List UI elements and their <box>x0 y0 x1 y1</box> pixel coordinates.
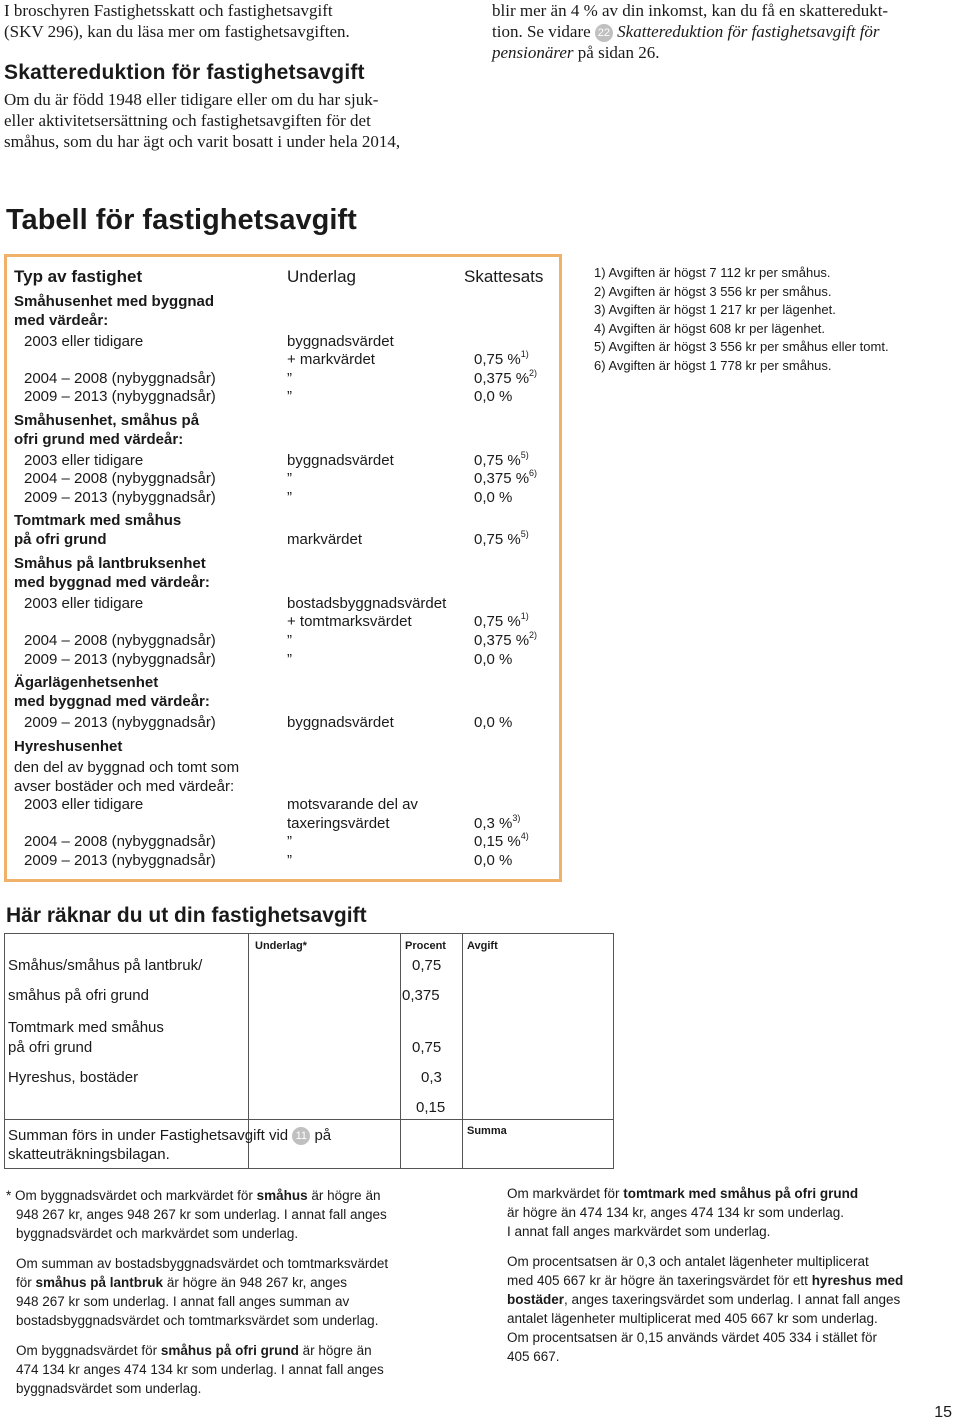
intro-left-column <box>4 0 474 152</box>
calc-row-percent: 0,3 <box>421 1069 442 1086</box>
footnote-item: 2) Avgiften är högst 3 556 kr per småhus. <box>594 283 832 299</box>
footnote-item: 6) Avgiften är högst 1 778 kr per småhus. <box>594 357 832 373</box>
row-basis: taxeringsvärdet <box>287 815 390 832</box>
row-label: 2009 – 2013 (nybyggnadsår) <box>24 714 216 731</box>
calc-row-percent: 0,15 <box>416 1099 446 1116</box>
header-basis: Underlag <box>287 267 356 286</box>
column-divider <box>400 933 401 1169</box>
calc-header-fee: Avgift <box>467 940 498 952</box>
row-divider <box>4 1119 614 1120</box>
row-rate: 0,75 %$^{1)}$ <box>474 349 529 368</box>
group-title: med värdeår: <box>14 312 109 329</box>
calc-row-label: Småhus/småhus på lantbruk/ <box>8 957 203 974</box>
footnote-item: 1) Avgiften är högst 7 112 kr per småhus. <box>594 265 831 280</box>
row-basis: byggnadsvärdet <box>287 714 394 731</box>
row-label: 2004 – 2008 (nybyggnadsår) <box>24 833 216 850</box>
row-label: 2004 – 2008 (nybyggnadsår) <box>24 470 216 487</box>
group-title: med byggnad med värdeår: <box>14 693 210 710</box>
row-rate: 0,3 %$^{3)}$ <box>474 813 521 832</box>
row-label: 2009 – 2013 (nybyggnadsår) <box>24 489 216 506</box>
group-description: avser bostäder och med värdeår: <box>14 778 235 795</box>
calc-row-label: på ofri grund <box>8 1039 93 1056</box>
row-basis: ” <box>287 489 292 506</box>
calc-row-label: Hyreshus, bostäder <box>8 1069 139 1086</box>
page-number: 15 <box>934 1404 952 1421</box>
row-label: 2009 – 2013 (nybyggnadsår) <box>24 388 216 405</box>
intro-paragraph-line: Om du är född 1948 eller tidigare eller om du har sjuk- <box>4 90 379 109</box>
intro-line: (SKV 296), kan du läsa mer om fastighetsavgiften. <box>4 22 350 41</box>
row-label: 2004 – 2008 (nybyggnadsår) <box>24 370 216 387</box>
group-title: Tomtmark med småhus <box>14 512 182 529</box>
row-label: 2009 – 2013 (nybyggnadsår) <box>24 852 216 869</box>
intro-paragraph-line: småhus, som du har ägt och varit bosatt i under hela 2014, <box>4 132 401 151</box>
footnote-item: 4) Avgiften är högst 608 kr per lägenhet. <box>594 320 826 336</box>
intro-right-line: tion. Se vidare 22 Skattereduktion för fastighetsavgift för <box>492 22 880 41</box>
calc-row-percent: 0,75 <box>412 957 442 974</box>
calc-sum-text: skatteuträkningsbilagan. <box>8 1146 170 1163</box>
row-basis: + markvärdet <box>287 351 375 368</box>
header-rate: Skattesats <box>464 267 544 286</box>
calc-row-percent: 0,75 <box>412 1039 442 1056</box>
row-basis: ” <box>287 632 292 649</box>
intro-right-line: blir mer än 4 % av din inkomst, kan du få en skatteredukt- <box>492 1 889 20</box>
row-label: 2003 eller tidigare <box>24 333 144 350</box>
intro-line: I broschyren Fastighetsskatt och fastighetsavgift <box>4 1 333 20</box>
group-title: Ägarlägenhetsenhet <box>14 674 159 691</box>
row-rate: 0,15 %$^{4)}$ <box>474 831 529 850</box>
row-label: 2003 eller tidigare <box>24 595 144 612</box>
intro-paragraph-line: eller aktivitetsersättning och fastighetsavgiften för det <box>4 111 371 130</box>
row-rate: 0,375 %$^{2)}$ <box>474 630 538 649</box>
row-basis: ” <box>287 388 292 405</box>
row-basis: + tomtmarksvärdet <box>287 613 412 630</box>
intro-right-column <box>492 0 952 63</box>
row-rate: 0,0 % <box>474 388 513 405</box>
header-type: Typ av fastighet <box>14 267 143 286</box>
row-basis: ” <box>287 852 292 869</box>
reference-number-icon: 11 <box>292 1127 310 1145</box>
group-title: på ofri grund <box>14 531 107 548</box>
row-rate: 0,375 %$^{6)}$ <box>474 468 538 487</box>
calc-sum-text: Summan förs in under Fastighetsavgift vid 11 på <box>8 1127 332 1144</box>
footnote-item: 3) Avgiften är högst 1 217 kr per lägenhet. <box>594 302 836 318</box>
row-label: 2003 eller tidigare <box>24 452 144 469</box>
row-basis: ” <box>287 651 292 668</box>
row-basis: motsvarande del av <box>287 796 418 813</box>
group-title: ofri grund med värdeår: <box>14 431 184 448</box>
footnote-item: 5) Avgiften är högst 3 556 kr per småhus eller tomt. <box>594 339 889 355</box>
footnotes-left: * Om byggnadsvärdet och markvärdet för småhus är högre än 948 267 kr, anges 948 267 kr som underlag. I annat fall anges byggnadsvärdet och markvärdet som underlag. Om summan av bostadsbyggnadsvärdet och tomtmarksvärdet för småhus på lantbruk är högre än 948 267 kr, anges 948 267 kr som underlag. I annat fall anges summan av bostadsbyggnadsvärdet och tomtmarksvärdet som underlag. Om byggnadsvärdet för småhus på ofri grund är högre än 474 134 kr anges 474 134 kr som underlag. I annat fall anges byggnadsvärdet som underlag. <box>6 1188 389 1396</box>
row-label: 2009 – 2013 (nybyggnadsår) <box>24 651 216 668</box>
row-rate: 0,0 % <box>474 651 513 668</box>
row-basis: ” <box>287 370 292 387</box>
row-basis: byggnadsvärdet <box>287 333 394 350</box>
row-rate: 0,0 % <box>474 852 513 869</box>
calc-row-label: småhus på ofri grund <box>8 987 149 1004</box>
row-rate: 0,75 %$^{5)}$ <box>474 529 529 548</box>
column-divider <box>462 933 463 1169</box>
table-footnotes <box>594 264 958 376</box>
reference-number-icon: 22 <box>595 24 613 42</box>
row-label: 2003 eller tidigare <box>24 796 144 813</box>
row-label: 2004 – 2008 (nybyggnadsår) <box>24 632 216 649</box>
group-description: den del av byggnad och tomt som <box>14 759 240 776</box>
group-title: Hyreshusenhet <box>14 738 123 755</box>
footnotes-right: Om markvärdet för tomtmark med småhus på ofri grund är högre än 474 134 kr, anges 474 134 kr som underlag. I annat fall anges markvärdet som underlag. Om procentsatsen är 0,3 och antalet lägenheter multiplicerat med 405 667 kr är högre än taxeringsvärdet för ett hyreshus med bostäder, anges taxeringsvärdet som underlag. I annat fall anges antalet lägenheter multiplicerat med 405 667 kr som underlag. Om procentsatsen är 0,15 används värdet 405 334 i stället för 405 667. <box>507 1186 904 1364</box>
group-title: Småhus på lantbruksenhet <box>14 555 206 572</box>
group-title: Småhusenhet med byggnad <box>14 293 215 310</box>
calc-sum-label: Summa <box>467 1125 507 1137</box>
calc-header-percent: Procent <box>405 940 446 952</box>
row-rate: 0,75 %$^{1)}$ <box>474 611 529 630</box>
calc-header-basis: Underlag* <box>255 940 307 952</box>
group-title: Småhusenhet, småhus på <box>14 412 200 429</box>
row-rate: 0,375 %$^{2)}$ <box>474 368 538 387</box>
group-title: med byggnad med värdeår: <box>14 574 210 591</box>
section-title: Skattereduktion för fastighetsavgift <box>4 61 365 84</box>
calc-title: Här räknar du ut din fastighetsavgift <box>6 904 367 927</box>
row-basis: ” <box>287 833 292 850</box>
row-basis: ” <box>287 470 292 487</box>
calc-row-label: Tomtmark med småhus <box>8 1019 164 1036</box>
intro-right-line: pensionärer på sidan 26. <box>492 43 660 62</box>
row-basis: byggnadsvärdet <box>287 452 394 469</box>
row-basis: markvärdet <box>287 531 363 548</box>
table-title: Tabell för fastighetsavgift <box>6 204 357 236</box>
row-rate: 0,0 % <box>474 489 513 506</box>
calc-row-percent: 0,375 <box>402 987 440 1004</box>
row-rate: 0,0 % <box>474 714 513 731</box>
row-rate: 0,75 %$^{5)}$ <box>474 450 529 469</box>
row-basis: bostadsbyggnadsvärdet <box>287 595 447 612</box>
